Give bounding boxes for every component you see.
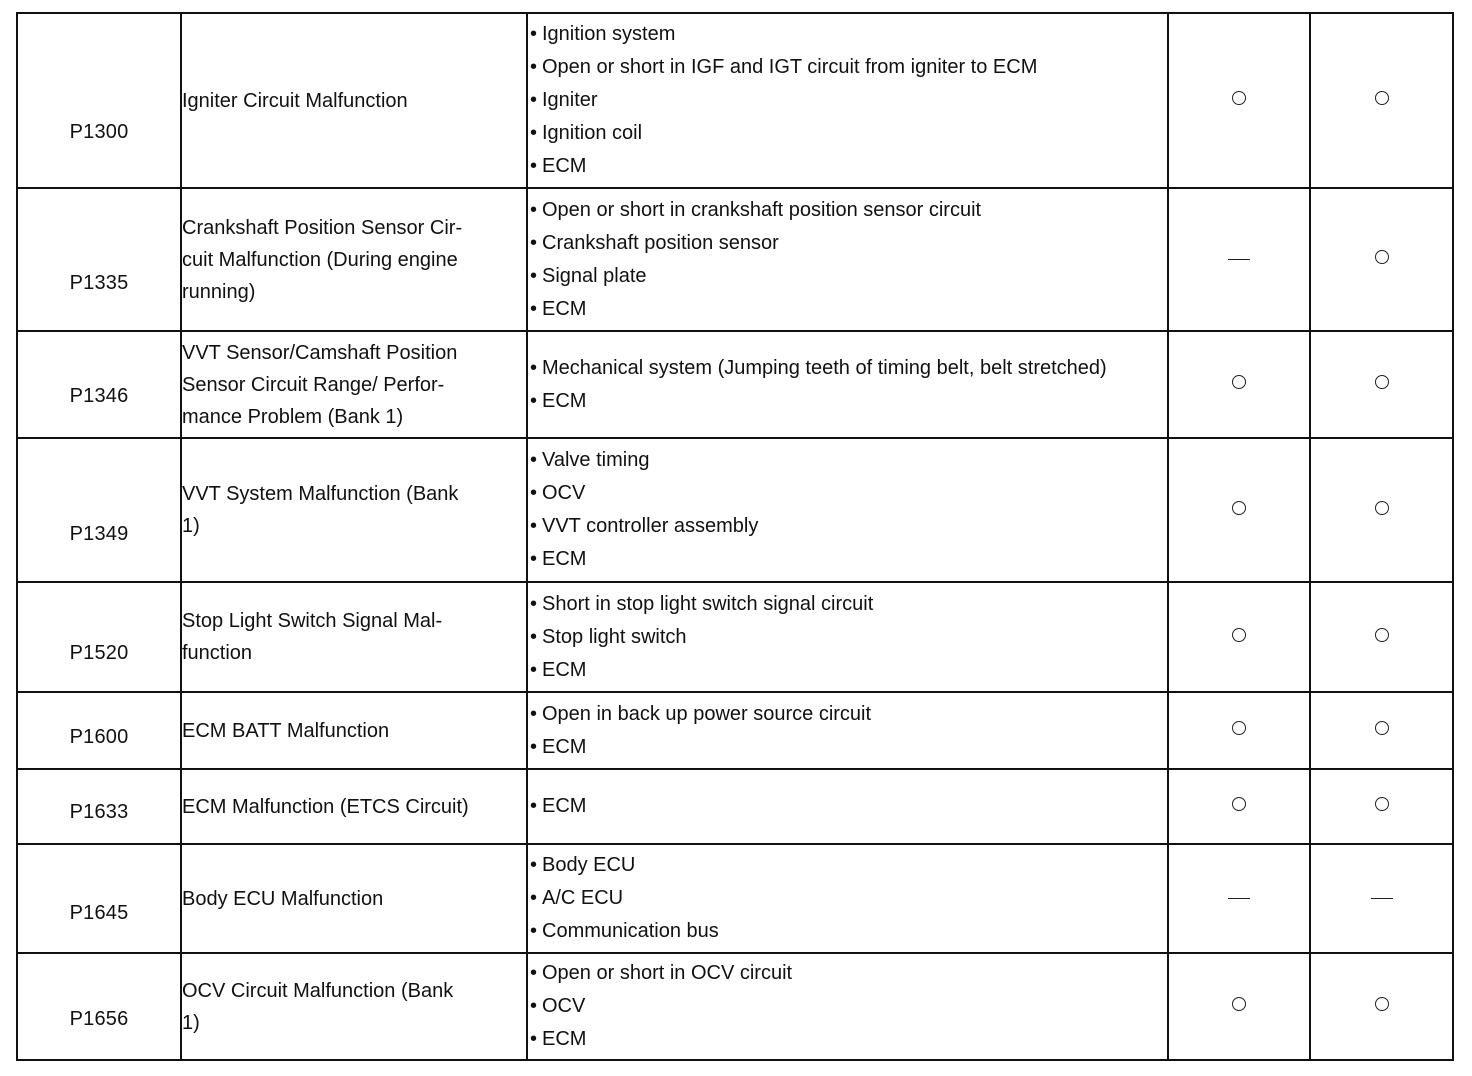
detection-item-line: cuit Malfunction (During engine xyxy=(182,248,458,271)
trouble-area-text: ECM xyxy=(542,795,587,817)
trouble-area-item xyxy=(528,957,1167,990)
mil-indicator-cell xyxy=(1168,13,1310,188)
trouble-area-item xyxy=(528,915,1167,948)
mil-indicator-cell xyxy=(1168,331,1310,438)
trouble-area-text: Communication bus xyxy=(542,920,719,942)
circle-mark-icon xyxy=(1232,721,1246,735)
trouble-area-text: Ignition coil xyxy=(542,122,643,144)
detection-item-line: running) xyxy=(182,280,256,303)
trouble-area-cell xyxy=(527,13,1168,188)
circle-mark-icon xyxy=(1232,501,1246,515)
bullet-icon: • xyxy=(530,515,538,537)
table-row xyxy=(17,188,1453,331)
trouble-area-text: Open or short in crankshaft position sensor circuit xyxy=(542,198,982,221)
trouble-area-text: Open or short in OCV circuit xyxy=(542,962,793,984)
trouble-area-item xyxy=(528,117,1167,150)
trouble-area-text: Valve timing xyxy=(542,449,650,471)
trouble-area-item xyxy=(528,385,1167,418)
bullet-icon: • xyxy=(530,356,538,379)
trouble-area-text: Body ECU xyxy=(542,854,636,876)
trouble-area-text: Open or short in IGF and IGT circuit from igniter to ECM xyxy=(542,56,1038,78)
trouble-area-text: Short in stop light switch signal circuit xyxy=(542,592,874,615)
trouble-area-text: Mechanical system (Jumping teeth of timing belt, belt stretched) xyxy=(542,356,1107,379)
trouble-area-text: ECM xyxy=(542,658,587,681)
bullet-icon: • xyxy=(530,995,538,1017)
mil-indicator-cell xyxy=(1168,844,1310,953)
trouble-area-item xyxy=(528,84,1167,117)
memory-indicator-cell xyxy=(1310,692,1453,769)
mil-indicator-cell xyxy=(1168,769,1310,844)
detection-item-cell xyxy=(181,692,527,769)
dtc-code-cell xyxy=(17,438,181,582)
dtc-code-cell xyxy=(17,953,181,1060)
trouble-area-cell xyxy=(527,331,1168,438)
trouble-area-item xyxy=(528,849,1167,882)
mil-indicator-cell xyxy=(1168,953,1310,1060)
mil-indicator-cell xyxy=(1168,582,1310,692)
table-row xyxy=(17,769,1453,844)
dtc-code-cell xyxy=(17,582,181,692)
bullet-icon: • xyxy=(530,702,538,725)
detection-item-line: ECM BATT Malfunction xyxy=(182,719,390,742)
bullet-icon: • xyxy=(530,56,538,78)
trouble-area-item xyxy=(528,731,1167,764)
bullet-icon: • xyxy=(530,198,538,221)
bullet-icon: • xyxy=(530,264,538,287)
memory-indicator-cell xyxy=(1310,582,1453,692)
trouble-area-list xyxy=(528,790,1167,823)
detection-item-line: Sensor Circuit Range/ Perfor- xyxy=(182,373,445,396)
dtc-code: P1645 xyxy=(69,902,129,924)
dash-mark-icon xyxy=(1371,898,1393,899)
detection-item-line: Igniter Circuit Malfunction xyxy=(182,89,408,112)
dtc-code: P1656 xyxy=(69,1008,129,1030)
detection-item-cell xyxy=(181,582,527,692)
circle-mark-icon xyxy=(1375,997,1389,1011)
circle-mark-icon xyxy=(1232,797,1246,811)
trouble-area-item xyxy=(528,293,1167,326)
detection-item-cell xyxy=(181,331,527,438)
dtc-code: P1600 xyxy=(69,726,129,748)
bullet-icon: • xyxy=(530,482,538,504)
detection-item-line: Stop Light Switch Signal Mal- xyxy=(182,610,443,632)
table-row xyxy=(17,582,1453,692)
bullet-icon: • xyxy=(530,122,538,144)
trouble-area-list xyxy=(528,698,1167,764)
dtc-code: P1335 xyxy=(69,272,129,294)
memory-indicator-cell xyxy=(1310,331,1453,438)
trouble-area-item xyxy=(528,1023,1167,1056)
circle-mark-icon xyxy=(1232,375,1246,389)
trouble-area-text: Crankshaft position sensor xyxy=(542,231,779,254)
memory-indicator-cell xyxy=(1310,13,1453,188)
memory-indicator-cell xyxy=(1310,844,1453,953)
trouble-area-cell xyxy=(527,769,1168,844)
bullet-icon: • xyxy=(530,548,538,570)
bullet-icon: • xyxy=(530,1028,538,1050)
bullet-icon: • xyxy=(530,231,538,254)
bullet-icon: • xyxy=(530,389,538,412)
memory-indicator-cell xyxy=(1310,953,1453,1060)
trouble-area-item xyxy=(528,352,1167,385)
bullet-icon: • xyxy=(530,23,538,45)
trouble-area-item xyxy=(528,194,1167,227)
trouble-area-item xyxy=(528,882,1167,915)
circle-mark-icon xyxy=(1375,375,1389,389)
detection-item-cell xyxy=(181,188,527,331)
dtc-table xyxy=(16,12,1454,1061)
bullet-icon: • xyxy=(530,625,538,648)
detection-item-line: OCV Circuit Malfunction (Bank xyxy=(182,979,454,1002)
trouble-area-list xyxy=(528,444,1167,576)
bullet-icon: • xyxy=(530,449,538,471)
trouble-area-cell xyxy=(527,582,1168,692)
trouble-area-item xyxy=(528,51,1167,84)
trouble-area-text: OCV xyxy=(542,482,586,504)
table-row xyxy=(17,438,1453,582)
trouble-area-text: ECM xyxy=(542,735,587,758)
trouble-area-text: OCV xyxy=(542,995,586,1017)
trouble-area-list xyxy=(528,849,1167,948)
trouble-area-text: A/C ECU xyxy=(542,887,624,909)
mil-indicator-cell xyxy=(1168,438,1310,582)
bullet-icon: • xyxy=(530,795,538,817)
bullet-icon: • xyxy=(530,658,538,681)
bullet-icon: • xyxy=(530,155,538,177)
trouble-area-item xyxy=(528,790,1167,823)
detection-item-cell xyxy=(181,953,527,1060)
circle-mark-icon xyxy=(1375,250,1389,264)
trouble-area-list xyxy=(528,194,1167,326)
detection-item-cell xyxy=(181,13,527,188)
trouble-area-cell xyxy=(527,844,1168,953)
trouble-area-item xyxy=(528,698,1167,731)
bullet-icon: • xyxy=(530,920,538,942)
dash-mark-icon xyxy=(1228,898,1250,899)
trouble-area-item xyxy=(528,990,1167,1023)
trouble-area-item xyxy=(528,510,1167,543)
circle-mark-icon xyxy=(1232,91,1246,105)
circle-mark-icon xyxy=(1232,997,1246,1011)
table-row xyxy=(17,692,1453,769)
trouble-area-cell xyxy=(527,438,1168,582)
dtc-code: P1346 xyxy=(69,385,129,407)
detection-item-cell xyxy=(181,844,527,953)
detection-item-line: 1) xyxy=(182,515,200,537)
trouble-area-item xyxy=(528,621,1167,654)
bullet-icon: • xyxy=(530,592,538,615)
dtc-code-cell xyxy=(17,188,181,331)
trouble-area-item xyxy=(528,543,1167,576)
table-row xyxy=(17,953,1453,1060)
dash-mark-icon xyxy=(1228,259,1250,260)
bullet-icon: • xyxy=(530,89,538,111)
detection-item-line: 1) xyxy=(182,1011,200,1034)
trouble-area-text: ECM xyxy=(542,548,587,570)
circle-mark-icon xyxy=(1375,628,1389,642)
dtc-code-cell xyxy=(17,844,181,953)
detection-item-line: mance Problem (Bank 1) xyxy=(182,405,404,428)
dtc-code: P1520 xyxy=(69,641,129,664)
bullet-icon: • xyxy=(530,735,538,758)
bullet-icon: • xyxy=(530,962,538,984)
trouble-area-item xyxy=(528,227,1167,260)
memory-indicator-cell xyxy=(1310,769,1453,844)
trouble-area-cell xyxy=(527,188,1168,331)
dtc-code: P1300 xyxy=(69,121,129,143)
trouble-area-list xyxy=(528,18,1167,183)
trouble-area-text: Ignition system xyxy=(542,23,676,45)
trouble-area-item xyxy=(528,260,1167,293)
trouble-area-text: VVT controller assembly xyxy=(542,515,759,537)
trouble-area-item xyxy=(528,18,1167,51)
trouble-area-list xyxy=(528,352,1167,418)
trouble-area-text: ECM xyxy=(542,155,587,177)
trouble-area-text: Stop light switch xyxy=(542,625,687,648)
trouble-area-text: ECM xyxy=(542,297,587,320)
trouble-area-text: Open in back up power source circuit xyxy=(542,702,872,725)
trouble-area-text: ECM xyxy=(542,389,587,412)
detection-item-line: VVT Sensor/Camshaft Position xyxy=(182,341,458,364)
circle-mark-icon xyxy=(1375,721,1389,735)
circle-mark-icon xyxy=(1375,797,1389,811)
bullet-icon: • xyxy=(530,854,538,876)
memory-indicator-cell xyxy=(1310,188,1453,331)
dtc-code: P1349 xyxy=(69,522,129,545)
mil-indicator-cell xyxy=(1168,692,1310,769)
dtc-code-cell xyxy=(17,331,181,438)
dtc-code: P1633 xyxy=(69,801,129,823)
table-row xyxy=(17,844,1453,953)
circle-mark-icon xyxy=(1375,91,1389,105)
trouble-area-item xyxy=(528,654,1167,687)
bullet-icon: • xyxy=(530,297,538,320)
mil-indicator-cell xyxy=(1168,188,1310,331)
trouble-area-item xyxy=(528,477,1167,510)
detection-item-cell xyxy=(181,769,527,844)
trouble-area-text: Igniter xyxy=(542,89,598,111)
detection-item-cell xyxy=(181,438,527,582)
detection-item-line: function xyxy=(182,642,253,664)
circle-mark-icon xyxy=(1375,501,1389,515)
circle-mark-icon xyxy=(1232,628,1246,642)
dtc-code-cell xyxy=(17,692,181,769)
table-row xyxy=(17,331,1453,438)
memory-indicator-cell xyxy=(1310,438,1453,582)
table-row xyxy=(17,13,1453,188)
trouble-area-text: Signal plate xyxy=(542,264,647,287)
dtc-code-cell xyxy=(17,769,181,844)
trouble-area-item xyxy=(528,588,1167,621)
trouble-area-list xyxy=(528,957,1167,1056)
dtc-table-body xyxy=(17,13,1453,1060)
trouble-area-item xyxy=(528,150,1167,183)
trouble-area-item xyxy=(528,444,1167,477)
trouble-area-list xyxy=(528,588,1167,687)
detection-item-line: Body ECU Malfunction xyxy=(182,887,384,910)
bullet-icon: • xyxy=(530,887,538,909)
trouble-area-text: ECM xyxy=(542,1028,587,1050)
trouble-area-cell xyxy=(527,692,1168,769)
trouble-area-cell xyxy=(527,953,1168,1060)
detection-item-line: VVT System Malfunction (Bank xyxy=(182,483,459,505)
detection-item-line: Crankshaft Position Sensor Cir- xyxy=(182,216,463,239)
dtc-code-cell xyxy=(17,13,181,188)
detection-item-line: ECM Malfunction (ETCS Circuit) xyxy=(182,795,469,818)
